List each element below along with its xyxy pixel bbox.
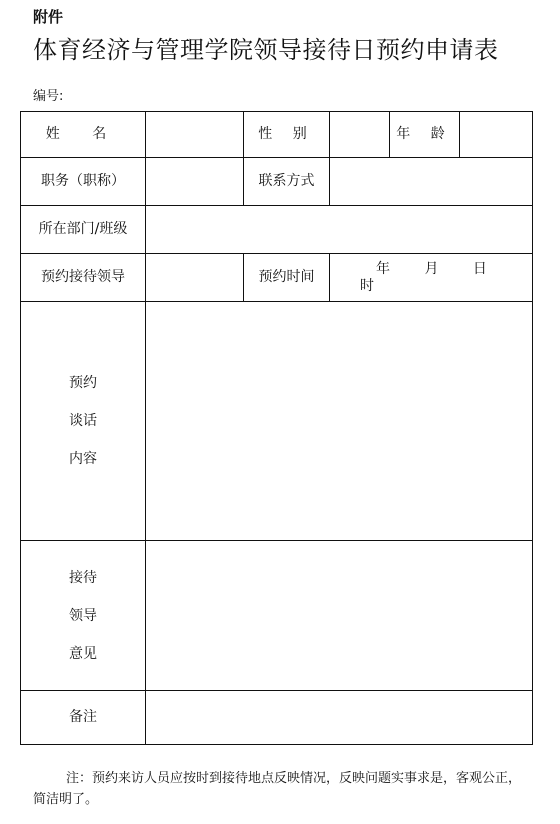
appointment-time-field[interactable] [330,254,533,302]
age-label: 年 龄 [390,112,460,158]
department-label: 所在部门/班级 [21,206,146,254]
department-field[interactable] [146,206,533,254]
leader-field[interactable] [146,254,244,302]
age-field[interactable] [460,112,533,158]
form-row-position [21,158,533,206]
contact-field[interactable] [330,158,533,206]
form-row-appointment [21,254,533,302]
position-field[interactable] [146,158,244,206]
leader-label: 预约接待领导 [21,254,146,302]
name-label: 姓 名 [21,112,146,158]
date-hour-label: 时 [360,277,374,294]
gender-label: 性 别 [244,112,330,158]
opinion-field[interactable] [146,541,533,691]
serial-number-label: 编号: [33,89,64,104]
gender-field[interactable] [330,112,390,158]
form-row-opinion [21,541,533,691]
content-label: 预约 谈话 内容 [21,302,146,541]
form-row-department [21,206,533,254]
content-field[interactable] [146,302,533,541]
opinion-label: 接待 领导 意见 [21,541,146,691]
footnote: 注：预约来访人员应按时到接待地点反映情况，反映问题实事求是，客观公正，简洁明了。 [33,771,522,807]
form-row-remarks [21,691,533,745]
date-year-label: 年 [376,260,390,277]
page-title: 体育经济与管理学院领导接待日预约申请表 [33,36,499,64]
attachment-label: 附件 [33,8,64,26]
contact-label: 联系方式 [244,158,330,206]
form-row-basic-info [21,112,533,158]
position-label: 职务（职称） [21,158,146,206]
name-field[interactable] [146,112,244,158]
date-month-label: 月 [424,260,439,277]
time-label: 预约时间 [244,254,330,302]
remarks-label: 备注 [21,691,146,745]
date-day-label: 日 [472,260,487,277]
form-row-content [21,302,533,541]
remarks-field[interactable] [146,691,533,745]
appointment-form-table [20,111,533,745]
